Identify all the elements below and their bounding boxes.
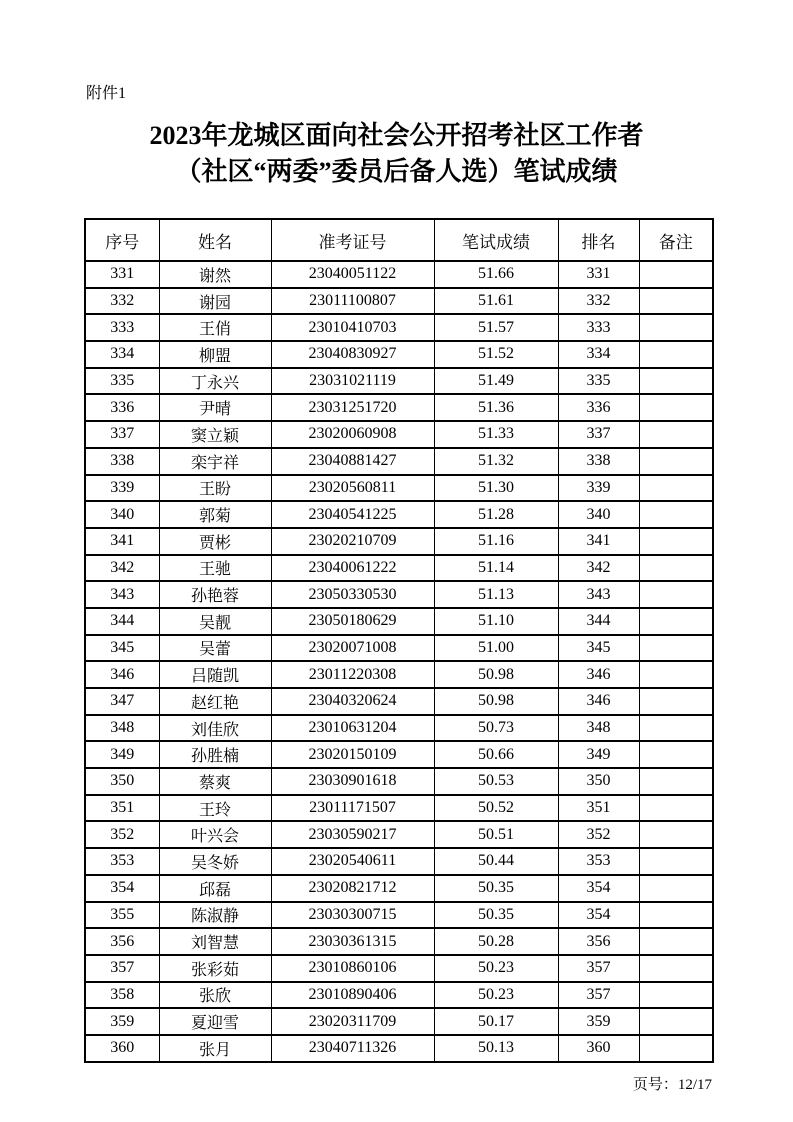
cell-name: 张欣 (159, 982, 271, 1009)
cell-ticket: 23020071008 (271, 635, 434, 662)
cell-rank: 333 (558, 314, 639, 341)
cell-seq: 344 (85, 608, 159, 635)
cell-ticket: 23010631204 (271, 715, 434, 742)
cell-seq: 334 (85, 341, 159, 368)
cell-rank: 332 (558, 288, 639, 315)
cell-note (639, 741, 713, 768)
cell-score: 50.53 (434, 768, 558, 795)
table-row (85, 768, 713, 795)
table-row (85, 982, 713, 1009)
cell-note (639, 581, 713, 608)
table-row (85, 928, 713, 955)
cell-score: 51.57 (434, 314, 558, 341)
cell-ticket: 23020311709 (271, 1008, 434, 1035)
cell-note (639, 314, 713, 341)
table-row (85, 261, 713, 288)
cell-name: 尹晴 (159, 394, 271, 421)
column-header-ticket: 准考证号 (271, 219, 434, 261)
cell-ticket: 23030300715 (271, 902, 434, 929)
cell-seq: 354 (85, 875, 159, 902)
cell-name: 窦立颖 (159, 421, 271, 448)
cell-name: 谢然 (159, 261, 271, 288)
cell-score: 50.23 (434, 955, 558, 982)
cell-score: 50.52 (434, 795, 558, 822)
table-row (85, 608, 713, 635)
cell-name: 叶兴会 (159, 821, 271, 848)
cell-seq: 340 (85, 501, 159, 528)
cell-seq: 345 (85, 635, 159, 662)
cell-name: 赵红艳 (159, 688, 271, 715)
cell-name: 吕随凯 (159, 661, 271, 688)
column-header-score: 笔试成绩 (434, 219, 558, 261)
cell-note (639, 501, 713, 528)
title-line-2: （社区“两委”委员后备人选）笔试成绩 (175, 157, 618, 186)
cell-note (639, 475, 713, 502)
table-row (85, 955, 713, 982)
cell-ticket: 23040051122 (271, 261, 434, 288)
cell-seq: 355 (85, 902, 159, 929)
cell-score: 50.17 (434, 1008, 558, 1035)
cell-ticket: 23031021119 (271, 368, 434, 395)
cell-ticket: 23050330530 (271, 581, 434, 608)
cell-rank: 352 (558, 821, 639, 848)
cell-name: 丁永兴 (159, 368, 271, 395)
cell-rank: 346 (558, 688, 639, 715)
cell-seq: 351 (85, 795, 159, 822)
table-row (85, 661, 713, 688)
table-body (85, 261, 713, 1062)
cell-rank: 342 (558, 555, 639, 582)
cell-note (639, 421, 713, 448)
cell-seq: 335 (85, 368, 159, 395)
cell-note (639, 928, 713, 955)
cell-seq: 341 (85, 528, 159, 555)
cell-ticket: 23020540611 (271, 848, 434, 875)
cell-score: 51.49 (434, 368, 558, 395)
cell-seq: 358 (85, 982, 159, 1009)
cell-name: 郭菊 (159, 501, 271, 528)
cell-rank: 357 (558, 955, 639, 982)
cell-note (639, 955, 713, 982)
cell-score: 50.98 (434, 688, 558, 715)
table-row (85, 501, 713, 528)
cell-score: 51.14 (434, 555, 558, 582)
scores-table (84, 218, 714, 1063)
table-row (85, 635, 713, 662)
cell-seq: 359 (85, 1008, 159, 1035)
cell-seq: 342 (85, 555, 159, 582)
cell-name: 栾宇祥 (159, 448, 271, 475)
cell-ticket: 23010890406 (271, 982, 434, 1009)
cell-rank: 340 (558, 501, 639, 528)
cell-note (639, 528, 713, 555)
cell-seq: 346 (85, 661, 159, 688)
cell-score: 51.52 (434, 341, 558, 368)
table-row (85, 821, 713, 848)
document-title (0, 118, 793, 190)
cell-seq: 336 (85, 394, 159, 421)
cell-rank: 345 (558, 635, 639, 662)
cell-ticket: 23020210709 (271, 528, 434, 555)
table-row (85, 448, 713, 475)
cell-score: 50.28 (434, 928, 558, 955)
cell-name: 刘佳欣 (159, 715, 271, 742)
cell-name: 王盼 (159, 475, 271, 502)
cell-rank: 353 (558, 848, 639, 875)
cell-rank: 356 (558, 928, 639, 955)
cell-score: 50.23 (434, 982, 558, 1009)
cell-seq: 333 (85, 314, 159, 341)
table-row (85, 421, 713, 448)
cell-ticket: 23011100807 (271, 288, 434, 315)
cell-name: 王俏 (159, 314, 271, 341)
cell-score: 51.30 (434, 475, 558, 502)
cell-rank: 346 (558, 661, 639, 688)
table-row (85, 688, 713, 715)
table-row (85, 715, 713, 742)
cell-ticket: 23020060908 (271, 421, 434, 448)
cell-note (639, 635, 713, 662)
cell-rank: 343 (558, 581, 639, 608)
cell-note (639, 1035, 713, 1062)
cell-score: 50.73 (434, 715, 558, 742)
cell-ticket: 23020150109 (271, 741, 434, 768)
cell-ticket: 23040881427 (271, 448, 434, 475)
cell-rank: 351 (558, 795, 639, 822)
cell-ticket: 23031251720 (271, 394, 434, 421)
table-row (85, 795, 713, 822)
cell-seq: 350 (85, 768, 159, 795)
table-row (85, 314, 713, 341)
cell-ticket: 23040711326 (271, 1035, 434, 1062)
table-row (85, 1035, 713, 1062)
cell-score: 51.33 (434, 421, 558, 448)
cell-note (639, 448, 713, 475)
cell-seq: 357 (85, 955, 159, 982)
table-row (85, 875, 713, 902)
cell-note (639, 875, 713, 902)
cell-name: 蔡爽 (159, 768, 271, 795)
cell-ticket: 23010410703 (271, 314, 434, 341)
cell-rank: 339 (558, 475, 639, 502)
page-footer (84, 1076, 712, 1095)
cell-rank: 344 (558, 608, 639, 635)
cell-rank: 337 (558, 421, 639, 448)
cell-name: 吴蕾 (159, 635, 271, 662)
table-row (85, 581, 713, 608)
cell-rank: 357 (558, 982, 639, 1009)
cell-seq: 343 (85, 581, 159, 608)
column-header-name: 姓名 (159, 219, 271, 261)
cell-rank: 349 (558, 741, 639, 768)
cell-score: 50.66 (434, 741, 558, 768)
cell-ticket: 23020560811 (271, 475, 434, 502)
cell-score: 51.16 (434, 528, 558, 555)
cell-note (639, 555, 713, 582)
cell-score: 51.61 (434, 288, 558, 315)
title-line-1: 2023年龙城区面向社会公开招考社区工作者 (149, 121, 644, 150)
cell-score: 51.36 (434, 394, 558, 421)
cell-ticket: 23030361315 (271, 928, 434, 955)
cell-score: 51.13 (434, 581, 558, 608)
cell-score: 50.13 (434, 1035, 558, 1062)
cell-name: 吴靓 (159, 608, 271, 635)
cell-score: 50.98 (434, 661, 558, 688)
cell-note (639, 368, 713, 395)
cell-rank: 354 (558, 902, 639, 929)
cell-ticket: 23011171507 (271, 795, 434, 822)
cell-rank: 331 (558, 261, 639, 288)
cell-score: 50.51 (434, 821, 558, 848)
table-row (85, 741, 713, 768)
column-header-rank: 排名 (558, 219, 639, 261)
cell-rank: 341 (558, 528, 639, 555)
cell-rank: 360 (558, 1035, 639, 1062)
cell-ticket: 23040320624 (271, 688, 434, 715)
table-row (85, 368, 713, 395)
page-number: 页号：12/17 (632, 1077, 712, 1093)
cell-seq: 338 (85, 448, 159, 475)
cell-ticket: 23030590217 (271, 821, 434, 848)
cell-rank: 354 (558, 875, 639, 902)
cell-note (639, 768, 713, 795)
cell-note (639, 661, 713, 688)
table-row (85, 394, 713, 421)
cell-name: 孙胜楠 (159, 741, 271, 768)
cell-score: 51.28 (434, 501, 558, 528)
cell-note (639, 982, 713, 1009)
cell-name: 陈淑静 (159, 902, 271, 929)
table-row (85, 902, 713, 929)
cell-score: 51.10 (434, 608, 558, 635)
cell-note (639, 848, 713, 875)
cell-note (639, 288, 713, 315)
cell-score: 50.44 (434, 848, 558, 875)
cell-name: 邱磊 (159, 875, 271, 902)
cell-note (639, 394, 713, 421)
table-header-row (85, 219, 713, 261)
cell-ticket: 23010860106 (271, 955, 434, 982)
cell-name: 王驰 (159, 555, 271, 582)
cell-name: 吴冬娇 (159, 848, 271, 875)
cell-score: 50.35 (434, 875, 558, 902)
table-row (85, 1008, 713, 1035)
cell-note (639, 341, 713, 368)
cell-rank: 348 (558, 715, 639, 742)
attachment-label: 附件1 (86, 85, 127, 102)
cell-seq: 353 (85, 848, 159, 875)
cell-ticket: 23020821712 (271, 875, 434, 902)
cell-seq: 331 (85, 261, 159, 288)
cell-ticket: 23011220308 (271, 661, 434, 688)
cell-rank: 338 (558, 448, 639, 475)
table-row (85, 475, 713, 502)
cell-score: 50.35 (434, 902, 558, 929)
cell-note (639, 821, 713, 848)
cell-seq: 339 (85, 475, 159, 502)
cell-name: 张月 (159, 1035, 271, 1062)
cell-note (639, 795, 713, 822)
cell-note (639, 261, 713, 288)
cell-name: 贾彬 (159, 528, 271, 555)
cell-note (639, 715, 713, 742)
table-row (85, 528, 713, 555)
cell-rank: 359 (558, 1008, 639, 1035)
table-row (85, 848, 713, 875)
cell-rank: 336 (558, 394, 639, 421)
cell-ticket: 23050180629 (271, 608, 434, 635)
cell-ticket: 23040541225 (271, 501, 434, 528)
cell-name: 张彩茹 (159, 955, 271, 982)
cell-rank: 334 (558, 341, 639, 368)
cell-name: 王玲 (159, 795, 271, 822)
cell-rank: 335 (558, 368, 639, 395)
cell-name: 谢园 (159, 288, 271, 315)
cell-rank: 350 (558, 768, 639, 795)
cell-seq: 337 (85, 421, 159, 448)
cell-note (639, 902, 713, 929)
column-header-seq: 序号 (85, 219, 159, 261)
cell-score: 51.00 (434, 635, 558, 662)
cell-name: 夏迎雪 (159, 1008, 271, 1035)
cell-ticket: 23030901618 (271, 768, 434, 795)
cell-seq: 352 (85, 821, 159, 848)
cell-note (639, 688, 713, 715)
cell-name: 刘智慧 (159, 928, 271, 955)
table-row (85, 288, 713, 315)
cell-seq: 356 (85, 928, 159, 955)
cell-ticket: 23040061222 (271, 555, 434, 582)
cell-note (639, 1008, 713, 1035)
cell-name: 柳盟 (159, 341, 271, 368)
cell-ticket: 23040830927 (271, 341, 434, 368)
cell-seq: 348 (85, 715, 159, 742)
cell-seq: 332 (85, 288, 159, 315)
cell-seq: 360 (85, 1035, 159, 1062)
cell-name: 孙艳蓉 (159, 581, 271, 608)
table-row (85, 555, 713, 582)
cell-note (639, 608, 713, 635)
table-row (85, 341, 713, 368)
cell-score: 51.32 (434, 448, 558, 475)
cell-seq: 347 (85, 688, 159, 715)
cell-seq: 349 (85, 741, 159, 768)
column-header-note: 备注 (639, 219, 713, 261)
cell-score: 51.66 (434, 261, 558, 288)
